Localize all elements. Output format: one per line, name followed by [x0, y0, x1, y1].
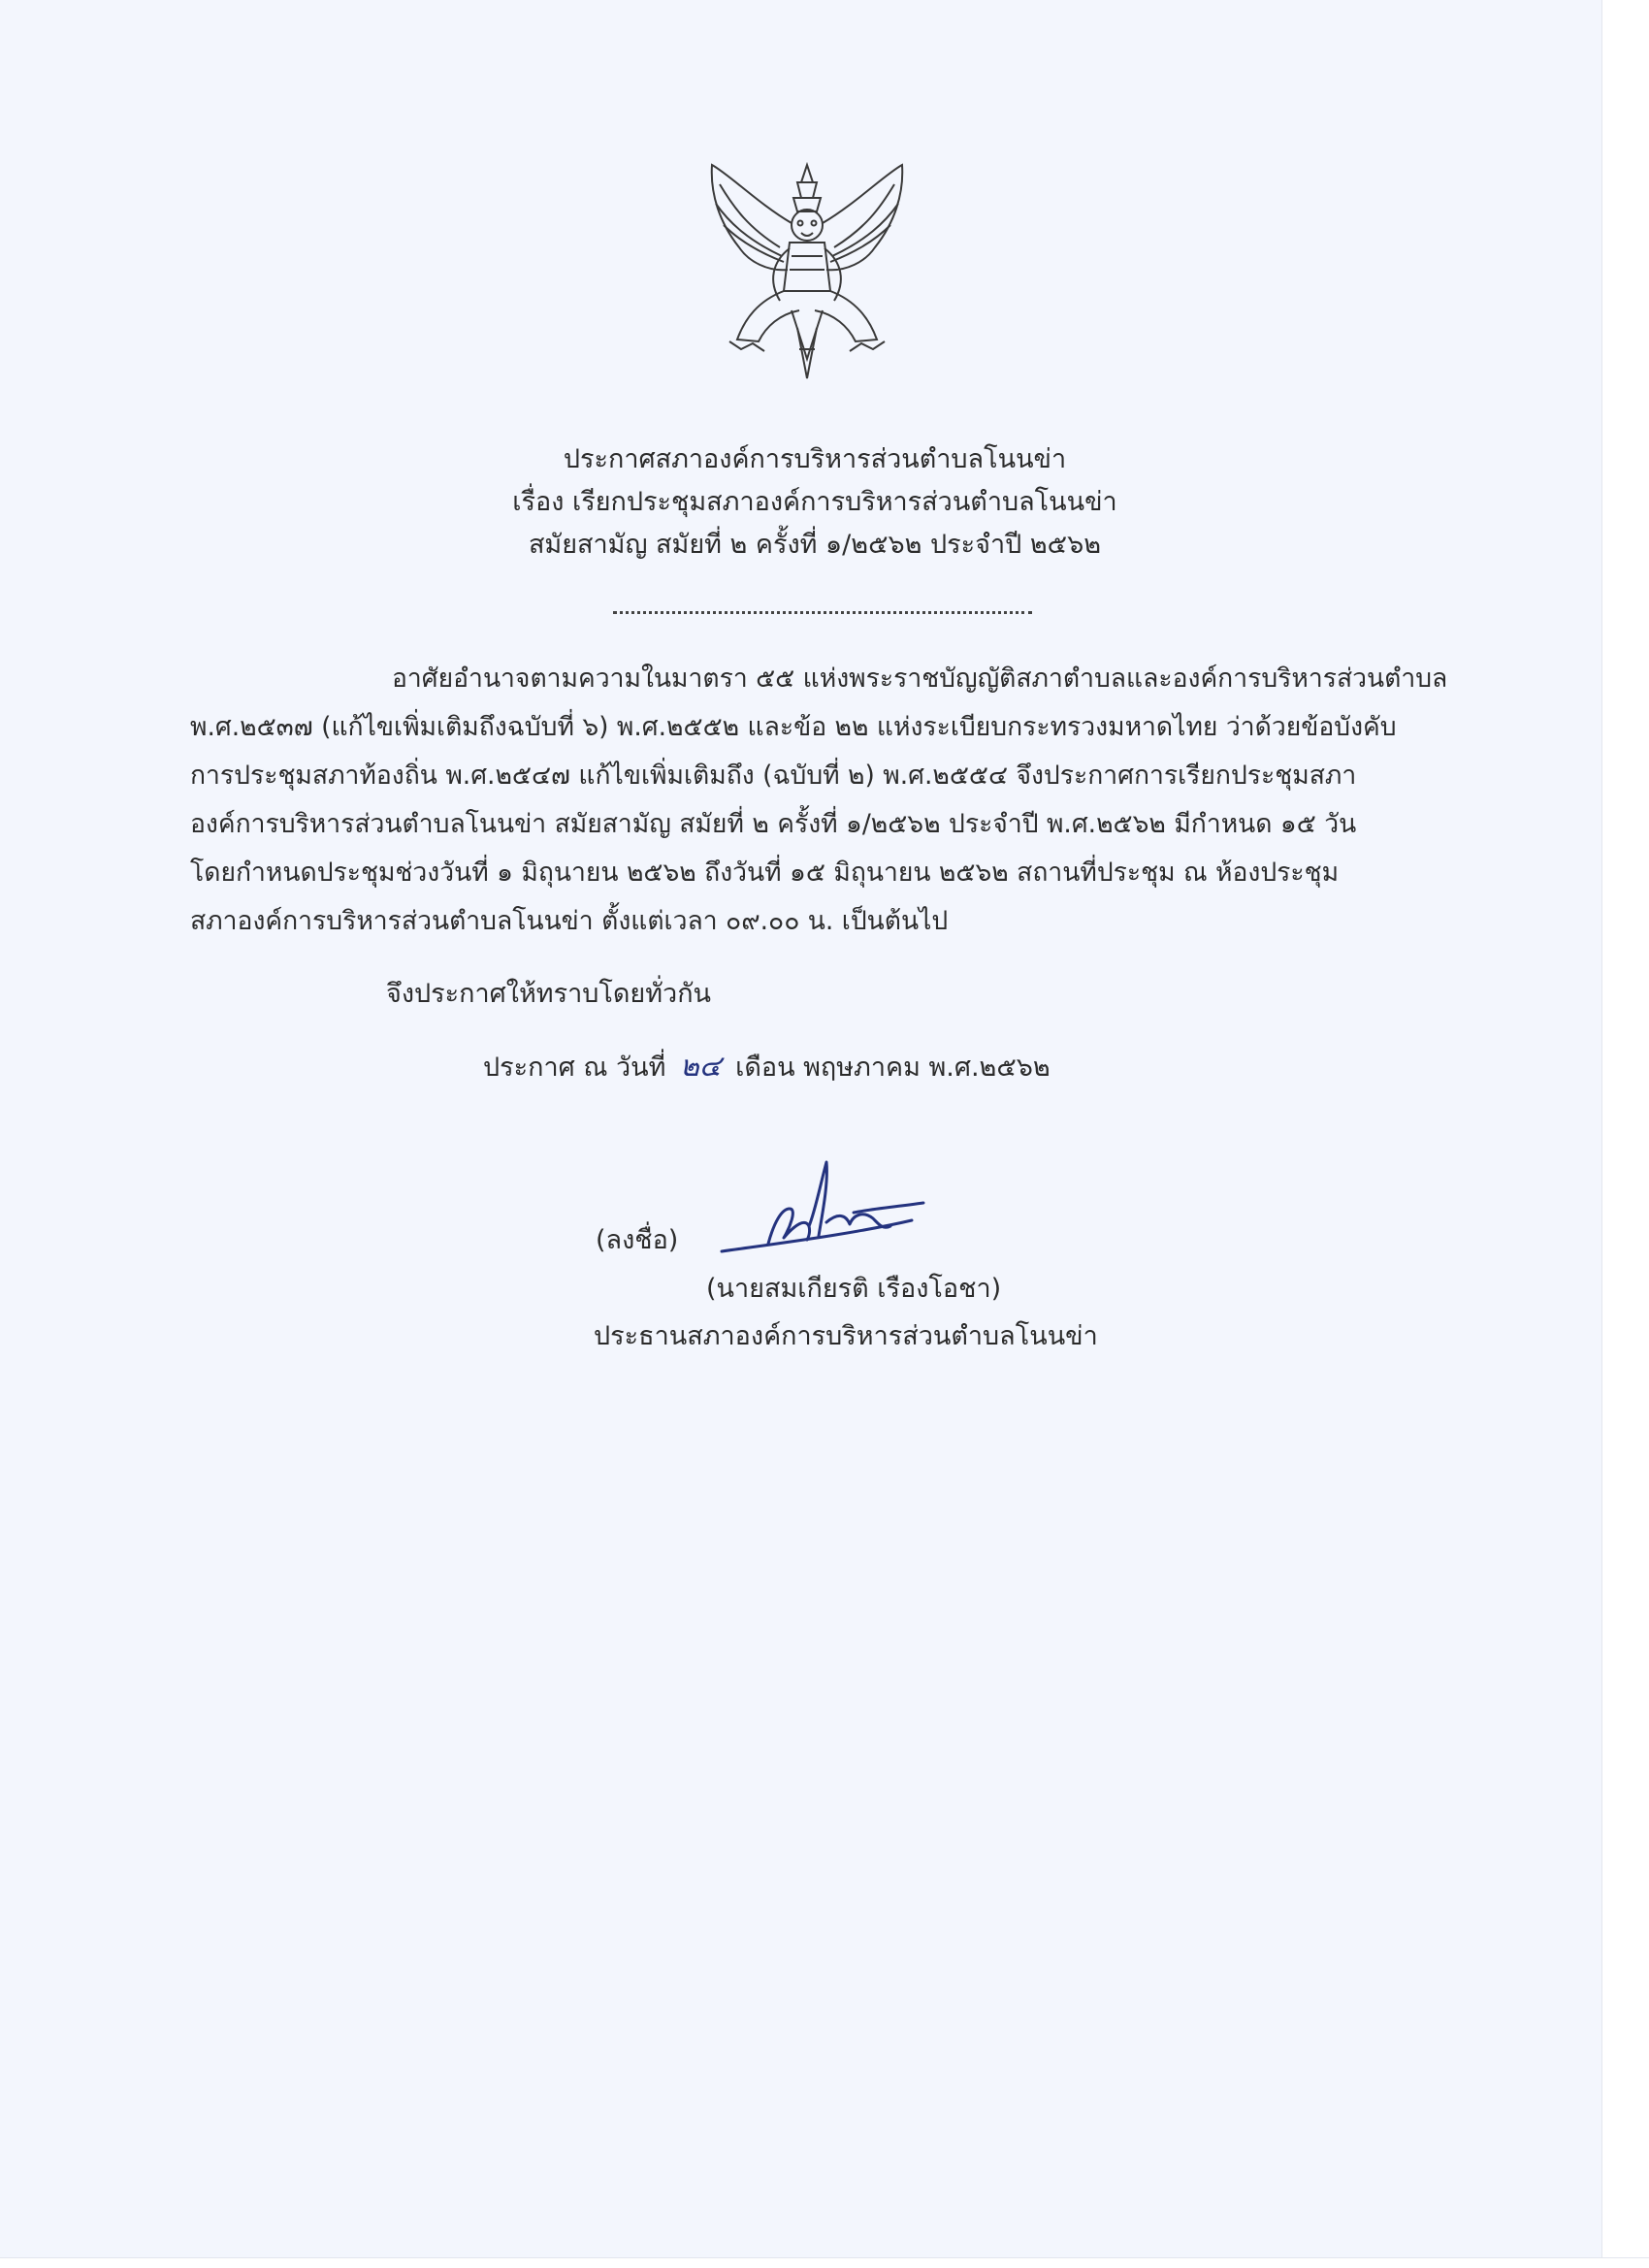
page-edge-bottom — [0, 2257, 1649, 2268]
body-line: โดยกำหนดประชุมช่วงวันที่ ๑ มิถุนายน ๒๕๖๒ ถึงวันที่ ๑๕ มิถุนายน ๒๕๖๒ สถานที่ประชุม ณ ห้องประชุม — [190, 858, 1340, 888]
body-line: พ.ศ.๒๕๓๗ (แก้ไขเพิ่มเติมถึงฉบับที่ ๖) พ.ศ.๒๕๕๒ และข้อ ๒๒ แห่งระเบียบกระทรวงมหาดไทย ว่าด้วยข้อบังคับ — [190, 712, 1397, 742]
header-subject: เรื่อง เรียกประชุมสภาองค์การบริหารส่วนตำบลโนนข่า — [512, 487, 1117, 517]
body-line: องค์การบริหารส่วนตำบลโนนข่า สมัยสามัญ สมัยที่ ๒ ครั้งที่ ๑/๒๕๖๒ ประจำปี พ.ศ.๒๕๖๒ มีกำหนด ๑๕ วัน — [190, 809, 1357, 839]
date-suffix: เดือน พฤษภาคม พ.ศ.๒๕๖๒ — [735, 1053, 1051, 1083]
body-line: สภาองค์การบริหารส่วนตำบลโนนข่า ตั้งแต่เวลา ๐๙.๐๐ น. เป็นต้นไป — [190, 906, 949, 936]
header-session: สมัยสามัญ สมัยที่ ๒ ครั้งที่ ๑/๒๕๖๒ ประจำปี ๒๕๖๒ — [528, 530, 1102, 560]
signer-name: (นายสมเกียรติ เรืองโอชา) — [706, 1274, 1002, 1304]
header-divider — [613, 611, 1032, 614]
date-prefix: ประกาศ ณ วันที่ — [483, 1053, 666, 1083]
signature-label: (ลงชื่อ) — [596, 1225, 679, 1255]
handwritten-signature — [718, 1154, 941, 1261]
header-title: ประกาศสภาองค์การบริหารส่วนตำบลโนนข่า — [563, 444, 1067, 474]
date-day: ๒๔ — [680, 1050, 722, 1084]
announcement-body — [190, 655, 1451, 946]
announcement-date — [483, 1044, 1051, 1089]
closing-statement: จึงประกาศให้ทราบโดยทั่วกัน — [386, 979, 711, 1009]
page-edge-right — [1601, 0, 1649, 2268]
garuda-emblem-icon — [691, 155, 923, 388]
body-line: การประชุมสภาท้องถิ่น พ.ศ.๒๕๔๗ แก้ไขเพิ่มเติมถึง (ฉบับที่ ๒) พ.ศ.๒๕๕๔ จึงประกาศการเรียกประชุมสภา — [190, 761, 1357, 791]
body-line: อาศัยอำนาจตามความในมาตรา ๕๕ แห่งพระราชบัญญัติสภาตำบลและองค์การบริหารส่วนตำบล — [392, 664, 1448, 694]
signer-title: ประธานสภาองค์การบริหารส่วนตำบลโนนข่า — [594, 1321, 1098, 1351]
announcement-header — [388, 438, 1242, 567]
